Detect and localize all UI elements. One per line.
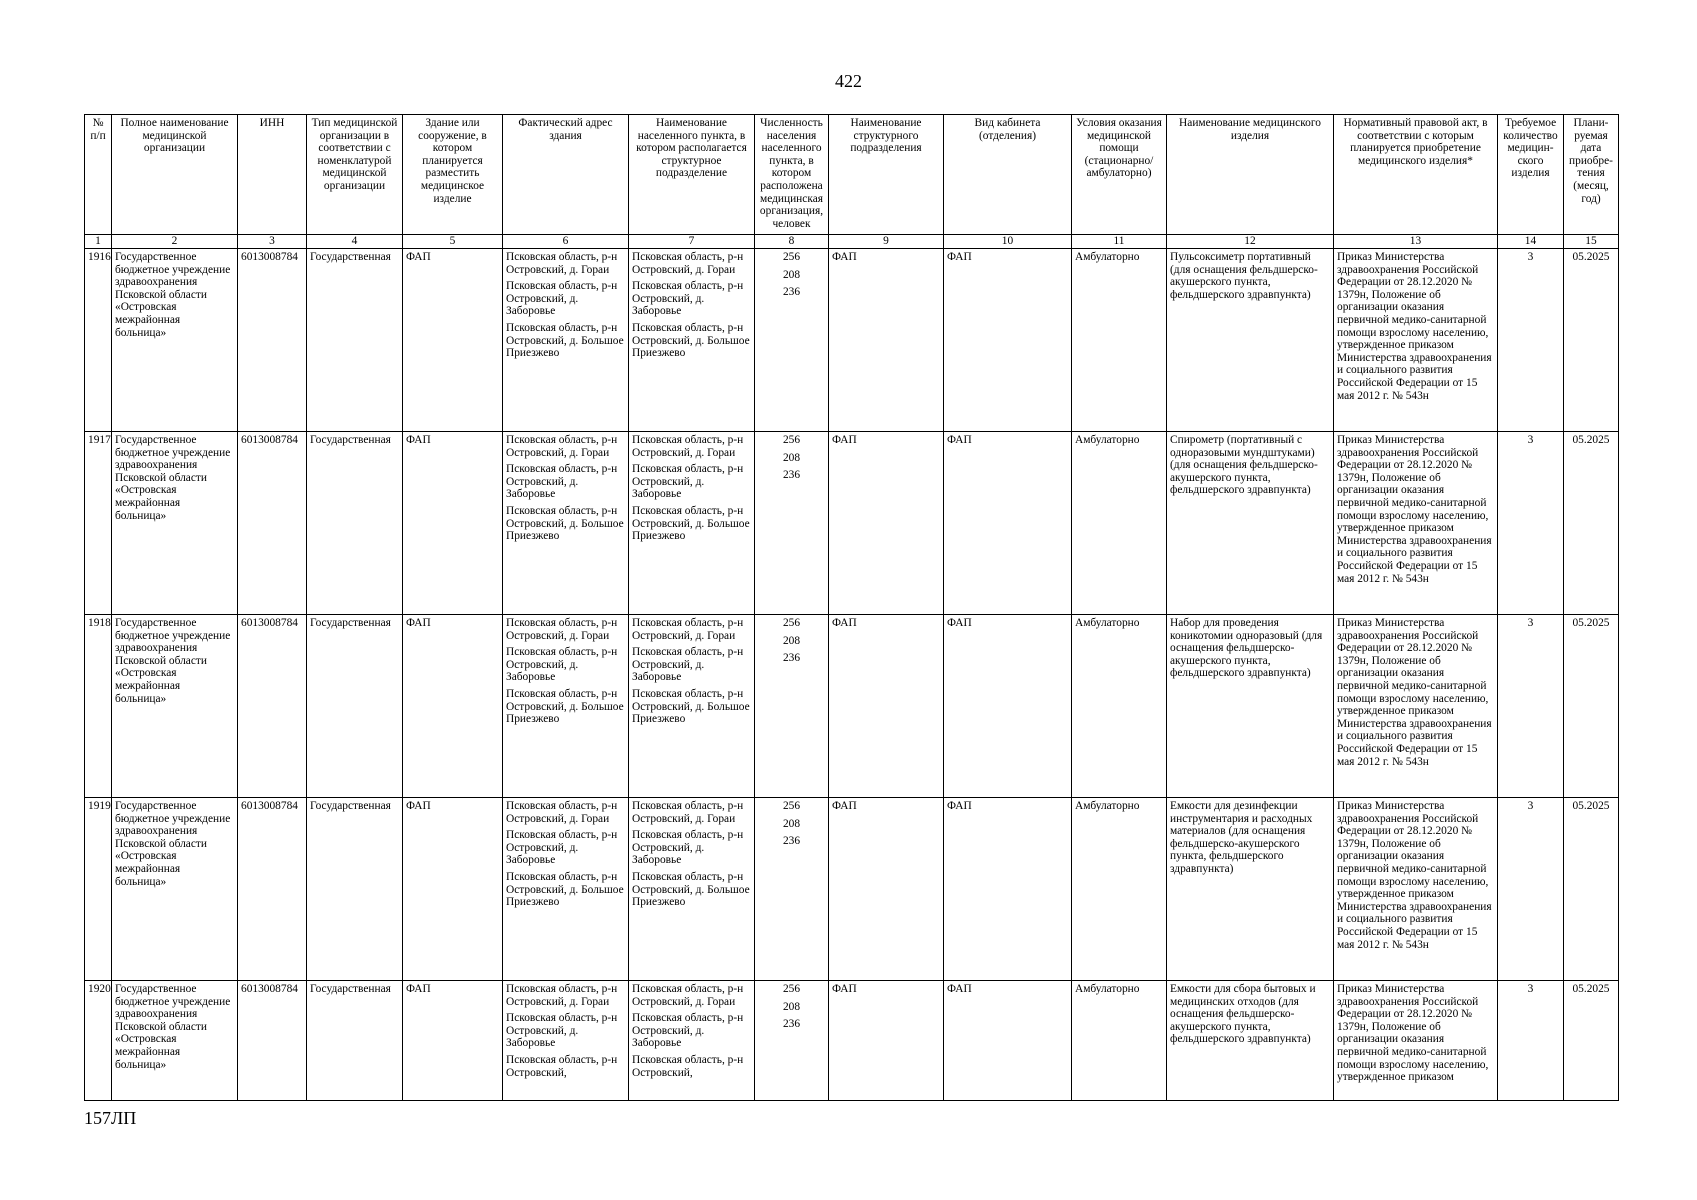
settlement: Псковская область, р-н Островский, д. Гораи xyxy=(632,983,744,1008)
population-value: 256 xyxy=(782,434,801,446)
structural-unit: ФАП xyxy=(829,249,944,432)
table-row xyxy=(85,981,1619,1101)
purchase-date: 05.2025 xyxy=(1564,432,1619,615)
organization-type: Государственная xyxy=(307,249,403,432)
population-value: 236 xyxy=(782,1018,801,1031)
purchase-date: 05.2025 xyxy=(1564,798,1619,981)
quantity: 3 xyxy=(1498,981,1564,1101)
population-value: 256 xyxy=(782,617,801,629)
address: Псковская область, р-н Островский, д. Заборовье xyxy=(506,1012,618,1050)
settlement-cell xyxy=(629,798,755,981)
col-header: Тип медицинской организации в соответствии с номенклатурой медицинской организации xyxy=(307,115,403,235)
population-value: 256 xyxy=(782,251,801,263)
column-number: 14 xyxy=(1498,235,1564,249)
settlement-cell xyxy=(629,981,755,1101)
header-row xyxy=(85,115,1619,235)
column-number-row xyxy=(85,235,1619,249)
organization-name: Государственное бюджетное учреждение здравоохранения Псковской области «Островская межрайонная больница» xyxy=(112,249,238,432)
population-value: 208 xyxy=(782,1000,801,1013)
inn: 6013008784 xyxy=(238,798,307,981)
care-conditions: Амбулаторно xyxy=(1072,798,1167,981)
quantity: 3 xyxy=(1498,249,1564,432)
inn: 6013008784 xyxy=(238,615,307,798)
settlement: Псковская область, р-н Островский, д. Гораи xyxy=(632,434,744,459)
device-name: Емкости для дезинфекции инструментария и расходных материалов (для оснащения фельдшерско-акушерского пункта, фельдшерского здравпункта) xyxy=(1167,798,1334,981)
address: Псковская область, р-н Островский, д. Заборовье xyxy=(506,646,618,684)
organization-type: Государственная xyxy=(307,615,403,798)
settlement: Псковская область, р-н Островский, д. Большое Приезжево xyxy=(632,321,750,360)
organization-name: Государственное бюджетное учреждение здравоохранения Псковской области «Островская межрайонная больница» xyxy=(112,981,238,1101)
address: Псковская область, р-н Островский, д. Гораи xyxy=(506,617,618,642)
column-number: 15 xyxy=(1564,235,1619,249)
column-number: 4 xyxy=(307,235,403,249)
settlement: Псковская область, р-н Островский, д. Заборовье xyxy=(632,829,744,867)
device-name: Набор для проведения коникотомии одноразовый (для оснащения фельдшерско-акушерского пункта, фельдшерского здравпункта) xyxy=(1167,615,1334,798)
column-number: 11 xyxy=(1072,235,1167,249)
inn: 6013008784 xyxy=(238,249,307,432)
device-name: Емкости для сбора бытовых и медицинских отходов (для оснащения фельдшерско-акушерского пункта, фельдшерского здравпункта) xyxy=(1167,981,1334,1101)
population-cell xyxy=(755,798,829,981)
settlement: Псковская область, р-н Островский, д. Большое Приезжево xyxy=(632,870,750,909)
population-value: 256 xyxy=(782,800,801,812)
structural-unit: ФАП xyxy=(829,981,944,1101)
organization-type: Государственная xyxy=(307,798,403,981)
address: Псковская область, р-н Островский, д. Большое Приезжево xyxy=(506,870,624,909)
population-cell xyxy=(755,249,829,432)
settlement: Псковская область, р-н Островский, д. Гораи xyxy=(632,251,744,276)
building: ФАП xyxy=(403,432,503,615)
table-row xyxy=(85,798,1619,981)
settlement: Псковская область, р-н Островский, д. Заборовье xyxy=(632,1012,744,1050)
settlement: Псковская область, р-н Островский, д. Заборовье xyxy=(632,463,744,501)
row-number: 1920 xyxy=(85,981,112,1101)
building: ФАП xyxy=(403,798,503,981)
col-header: Вид кабинета (отделения) xyxy=(944,115,1072,235)
population-value: 208 xyxy=(782,268,801,281)
equipment-table xyxy=(84,114,1619,1101)
cabinet-type: ФАП xyxy=(944,615,1072,798)
settlement: Псковская область, р-н Островский, д. Заборовье xyxy=(632,280,744,318)
row-number: 1918 xyxy=(85,615,112,798)
address-cell xyxy=(503,798,629,981)
address: Псковская область, р-н Островский, д. Большое Приезжево xyxy=(506,504,624,543)
row-number: 1916 xyxy=(85,249,112,432)
settlement: Псковская область, р-н Островский, д. Заборовье xyxy=(632,646,744,684)
organization-name: Государственное бюджетное учреждение здравоохранения Псковской области «Островская межрайонная больница» xyxy=(112,432,238,615)
population-value: 208 xyxy=(782,634,801,647)
document-code: 157ЛП xyxy=(84,1108,137,1128)
population-value: 236 xyxy=(782,286,801,299)
row-number: 1919 xyxy=(85,798,112,981)
column-number: 5 xyxy=(403,235,503,249)
address: Псковская область, р-н Островский, д. Большое Приезжево xyxy=(506,687,624,726)
organization-name: Государственное бюджетное учреждение здравоохранения Псковской области «Островская межрайонная больница» xyxy=(112,798,238,981)
col-header: Условия оказания медицинской помощи (стационарно/ амбулаторно) xyxy=(1072,115,1167,235)
address-cell xyxy=(503,981,629,1101)
legal-act: Приказ Министерства здравоохранения Российской Федерации от 28.12.2020 № 1379н, Положение об организации оказания первичной медико-санитарной помощи взрослому населению, утвержденное приказом Министерства здравоохранения и социального развития Российской Федерации от 15 мая 2012 г. № 543н xyxy=(1334,432,1498,615)
population-value: 208 xyxy=(782,817,801,830)
address: Псковская область, р-н Островский, д. Большое Приезжево xyxy=(506,321,624,360)
cabinet-type: ФАП xyxy=(944,981,1072,1101)
legal-act: Приказ Министерства здравоохранения Российской Федерации от 28.12.2020 № 1379н, Положение об организации оказания первичной медико-санитарной помощи взрослому населению, утвержденное приказом Министерства здравоохранения и социального развития Российской Федерации от 15 мая 2012 г. № 543н xyxy=(1334,249,1498,432)
settlement-cell xyxy=(629,249,755,432)
settlement: Псковская область, р-н Островский, xyxy=(632,1053,744,1079)
col-header: № п/п xyxy=(85,115,112,235)
settlement-cell xyxy=(629,615,755,798)
legal-act: Приказ Министерства здравоохранения Российской Федерации от 28.12.2020 № 1379н, Положение об организации оказания первичной медико-санитарной помощи взрослому населению, утвержденное приказом Министерства здравоохранения и социального развития Российской Федерации от 15 мая 2012 г. № 543н xyxy=(1334,615,1498,798)
purchase-date: 05.2025 xyxy=(1564,615,1619,798)
col-header: ИНН xyxy=(238,115,307,235)
population-cell xyxy=(755,615,829,798)
col-header: Полное наименование медицинской организации xyxy=(112,115,238,235)
purchase-date: 05.2025 xyxy=(1564,249,1619,432)
care-conditions: Амбулаторно xyxy=(1072,615,1167,798)
device-name: Спирометр (портативный с одноразовыми мундштуками) (для оснащения фельдшерско-акушерского пункта, фельдшерского здравпункта) xyxy=(1167,432,1334,615)
column-number: 9 xyxy=(829,235,944,249)
address: Псковская область, р-н Островский, д. Гораи xyxy=(506,800,618,825)
row-number: 1917 xyxy=(85,432,112,615)
col-header: Требуемое количество медицин-ского изделия xyxy=(1498,115,1564,235)
quantity: 3 xyxy=(1498,798,1564,981)
legal-act: Приказ Министерства здравоохранения Российской Федерации от 28.12.2020 № 1379н, Положение об организации оказания первичной медико-санитарной помощи взрослому населению, утвержденное приказом Министерства здравоохранения и социального развития Российской Федерации от 15 мая 2012 г. № 543н xyxy=(1334,798,1498,981)
care-conditions: Амбулаторно xyxy=(1072,981,1167,1101)
address: Псковская область, р-н Островский, д. Заборовье xyxy=(506,829,618,867)
column-number: 6 xyxy=(503,235,629,249)
population-value: 256 xyxy=(782,983,801,995)
building: ФАП xyxy=(403,981,503,1101)
column-number: 7 xyxy=(629,235,755,249)
population-cell xyxy=(755,981,829,1101)
care-conditions: Амбулаторно xyxy=(1072,432,1167,615)
quantity: 3 xyxy=(1498,432,1564,615)
cabinet-type: ФАП xyxy=(944,798,1072,981)
settlement: Псковская область, р-н Островский, д. Гораи xyxy=(632,617,744,642)
purchase-date: 05.2025 xyxy=(1564,981,1619,1101)
col-header: Наименование структурного подразделения xyxy=(829,115,944,235)
building: ФАП xyxy=(403,249,503,432)
address-cell xyxy=(503,432,629,615)
structural-unit: ФАП xyxy=(829,615,944,798)
col-header: Нормативный правовой акт, в соответствии с которым планируется приобретение медицинского изделия* xyxy=(1334,115,1498,235)
address: Псковская область, р-н Островский, д. Заборовье xyxy=(506,463,618,501)
table-row xyxy=(85,432,1619,615)
table-row xyxy=(85,249,1619,432)
column-number: 1 xyxy=(85,235,112,249)
col-header: Здание или сооружение, в котором планируется разместить медицинское изделие xyxy=(403,115,503,235)
address: Псковская область, р-н Островский, д. Заборовье xyxy=(506,280,618,318)
building: ФАП xyxy=(403,615,503,798)
col-header: Наименование медицинского изделия xyxy=(1167,115,1334,235)
population-cell xyxy=(755,432,829,615)
column-number: 8 xyxy=(755,235,829,249)
settlement: Псковская область, р-н Островский, д. Большое Приезжево xyxy=(632,687,750,726)
address: Псковская область, р-н Островский, д. Гораи xyxy=(506,434,618,459)
address-cell xyxy=(503,249,629,432)
column-number: 13 xyxy=(1334,235,1498,249)
page-number: 422 xyxy=(835,71,862,91)
address: Псковская область, р-н Островский, д. Гораи xyxy=(506,983,618,1008)
population-value: 236 xyxy=(782,469,801,482)
col-header: Плани-руемая дата приобре-тения (месяц, год) xyxy=(1564,115,1619,235)
column-number: 3 xyxy=(238,235,307,249)
quantity: 3 xyxy=(1498,615,1564,798)
population-value: 236 xyxy=(782,652,801,665)
settlement-cell xyxy=(629,432,755,615)
care-conditions: Амбулаторно xyxy=(1072,249,1167,432)
settlement: Псковская область, р-н Островский, д. Большое Приезжево xyxy=(632,504,750,543)
population-value: 236 xyxy=(782,835,801,848)
legal-act: Приказ Министерства здравоохранения Российской Федерации от 28.12.2020 № 1379н, Положение об организации оказания первичной медико-санитарной помощи взрослому населению, утвержденное приказом xyxy=(1334,981,1498,1101)
address: Псковская область, р-н Островский, xyxy=(506,1053,618,1079)
column-number: 2 xyxy=(112,235,238,249)
column-number: 10 xyxy=(944,235,1072,249)
structural-unit: ФАП xyxy=(829,798,944,981)
device-name: Пульсоксиметр портативный (для оснащения фельдшерско-акушерского пункта, фельдшерского здравпункта) xyxy=(1167,249,1334,432)
structural-unit: ФАП xyxy=(829,432,944,615)
settlement: Псковская область, р-н Островский, д. Гораи xyxy=(632,800,744,825)
organization-type: Государственная xyxy=(307,981,403,1101)
population-value: 208 xyxy=(782,451,801,464)
cabinet-type: ФАП xyxy=(944,249,1072,432)
col-header: Численность населения населенного пункта, в котором расположена медицинская организация, человек xyxy=(755,115,829,235)
organization-name: Государственное бюджетное учреждение здравоохранения Псковской области «Островская межрайонная больница» xyxy=(112,615,238,798)
col-header: Наименование населенного пункта, в котором располагается структурное подразделение xyxy=(629,115,755,235)
inn: 6013008784 xyxy=(238,432,307,615)
address: Псковская область, р-н Островский, д. Гораи xyxy=(506,251,618,276)
cabinet-type: ФАП xyxy=(944,432,1072,615)
organization-type: Государственная xyxy=(307,432,403,615)
table-row xyxy=(85,615,1619,798)
address-cell xyxy=(503,615,629,798)
col-header: Фактический адрес здания xyxy=(503,115,629,235)
column-number: 12 xyxy=(1167,235,1334,249)
inn: 6013008784 xyxy=(238,981,307,1101)
